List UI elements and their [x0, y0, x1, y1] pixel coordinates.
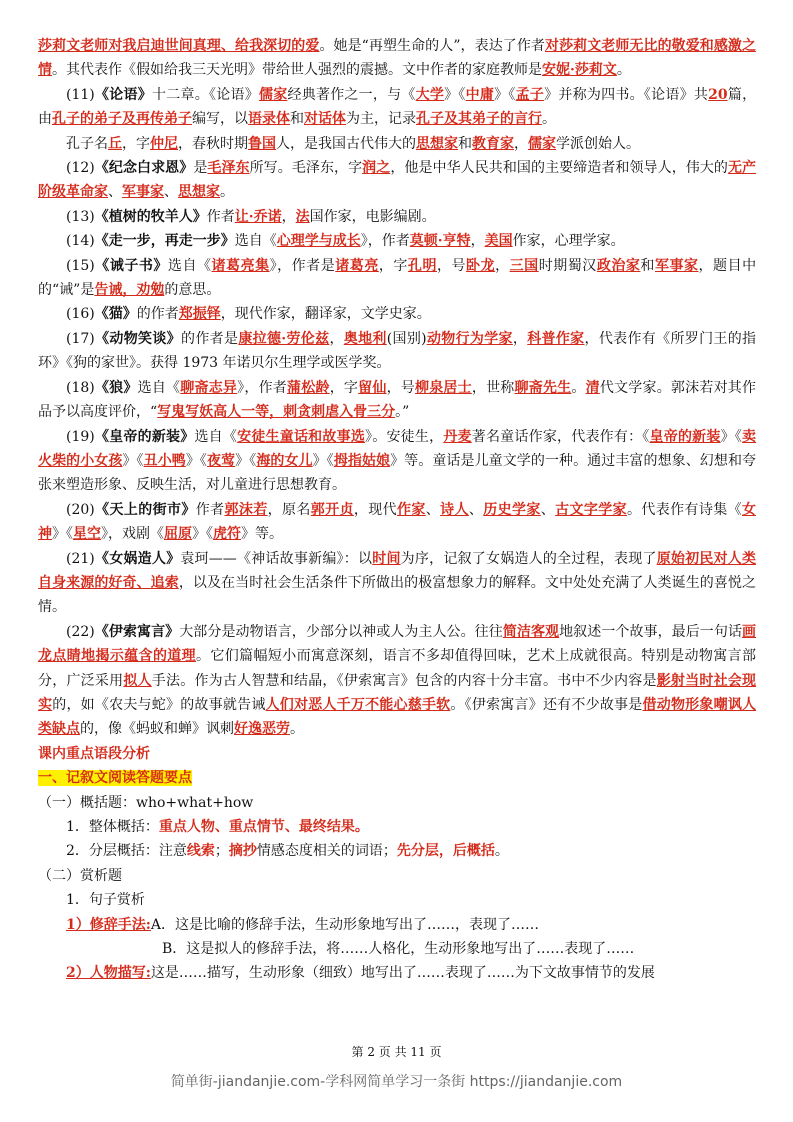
text-run: (19): [66, 428, 95, 445]
outline-line: [38, 791, 756, 815]
key-term: 好逸恶劳: [234, 721, 290, 738]
paragraph: [38, 156, 756, 205]
key-term: 孟子: [515, 86, 545, 103]
key-term: 莫顿·亨特: [409, 233, 471, 250]
text-run: 》《: [444, 86, 466, 103]
paragraph: [38, 425, 756, 498]
text-run: 》《: [312, 452, 334, 469]
key-term: 康拉德·劳伦兹: [238, 330, 330, 347]
key-term: 政治家: [596, 257, 641, 274]
key-term: 古文字学家: [555, 501, 627, 518]
text-run: 和: [290, 111, 304, 128]
key-term: 留仙: [358, 379, 387, 396]
key-term: 孔子的弟子及再传弟子: [52, 111, 192, 128]
key-term: 军事家: [654, 257, 699, 274]
text-run: 》，作者: [237, 379, 288, 396]
text-run: （一）概括题：who+what+how: [38, 794, 254, 811]
text-run: 》。安徒生，: [365, 428, 444, 445]
text-run: 是: [193, 160, 208, 177]
text-run: 选自《: [194, 428, 238, 445]
text-run: 所写。毛泽东，字: [249, 160, 363, 177]
text-run: 》等。: [241, 526, 283, 543]
key-term: 柳泉居士: [415, 379, 472, 396]
key-term: 皇帝的新装: [649, 428, 721, 445]
key-term: 丘: [108, 135, 122, 152]
text-run: 人，是我国古代伟大的: [276, 135, 416, 152]
text-run: (17): [66, 330, 95, 347]
outline-line: [38, 937, 756, 961]
text-run: 、: [468, 501, 484, 518]
outline-line: [38, 913, 756, 937]
work-title: 《天上的街市》: [94, 501, 196, 518]
work-title: 《猫》: [94, 306, 137, 323]
key-term: 让·乔诺: [234, 208, 282, 225]
text-run: 选自《: [167, 257, 212, 274]
text-run: 、: [108, 184, 122, 201]
text-run: ，号: [436, 257, 467, 274]
key-term: 动物行为学家: [426, 330, 513, 347]
text-run: ，号: [386, 379, 415, 396]
text-run: 的，如《农夫与蛇》的故事就告诫: [52, 696, 266, 713]
outline-line: [38, 888, 756, 912]
work-title: 《诫子书》: [94, 257, 168, 274]
text-run: 。: [494, 843, 509, 860]
key-term: 屈原: [164, 526, 192, 543]
text-run: ，现代: [353, 501, 397, 518]
paragraph: [38, 498, 756, 547]
text-run: ，春秋时期: [178, 135, 248, 152]
text-run: 作家，心理学家。: [512, 233, 625, 250]
paragraph: [38, 254, 756, 303]
key-term: 诗人: [440, 501, 469, 518]
text-run: 。《伊索寓言》还有不少故事是: [450, 696, 643, 713]
text-run: 。它们篇幅短小而寓意深刻，语言不多却值得回味，艺术上成就很高。特别是动物寓言部分，广泛采用: [38, 648, 757, 689]
text-run: 》《: [122, 452, 144, 469]
text-run: 》《: [192, 526, 213, 543]
key-term: 郭沫若: [224, 501, 268, 518]
text-run: 。: [220, 184, 234, 201]
text-run: ；: [214, 843, 229, 860]
key-term: 聊斋志异: [180, 379, 238, 396]
text-run: 地叙述一个故事，最后一句话: [559, 623, 743, 640]
key-term: 夜莺: [207, 452, 236, 469]
key-term: 无产阶级革命家: [38, 160, 757, 201]
text-run: 1．句子赏析: [66, 892, 145, 909]
text-run: 的，像《蚂蚁和蝉》讽刺: [80, 721, 234, 738]
work-title: 《狼》: [94, 379, 138, 396]
text-run: 。其代表作《假如给我三天光明》带给世人强烈的震撼。文中作者的家庭教师是: [52, 62, 542, 79]
key-term: 清: [585, 379, 600, 396]
text-run: 经典著作之一，与《: [287, 86, 416, 103]
text-run: (15): [66, 257, 95, 274]
page-number: 第 2 页 共 11 页: [351, 1045, 442, 1059]
text-run: 的作者是: [181, 330, 239, 347]
text-run: 的意思。: [164, 282, 221, 299]
text-run: 手法。作为古人智慧和结晶，《伊索寓言》包含的内容十分丰富。书中不少内容是: [151, 672, 657, 689]
text-run: (16): [66, 306, 95, 323]
work-title: 《论语》: [94, 86, 152, 103]
text-run: B．这是拟人的修辞手法，将……人格化，生动形象地写出了……表现了……: [162, 941, 635, 958]
section-title: 课内重点语段分析: [38, 745, 150, 762]
text-run: 》《: [720, 428, 743, 445]
text-run: ，以及在当时社会生活条件下所做出的极富想象力的解释。文中处处充满了人类诞生的喜悦之情。: [38, 574, 757, 616]
key-term: 教育家: [472, 135, 514, 152]
text-run: A．这是比喻的修辞手法，生动形象地写出了……，表现了……: [150, 916, 540, 933]
literature-notes: [38, 34, 756, 742]
text-run: 》等。童话是儿童文学的一种。通过丰富的想象、幻想和夸张来塑造形象、反映生活，对儿童进行思想教育。: [38, 452, 757, 494]
key-term: 先分层，后概括: [396, 843, 495, 860]
outline-line: [38, 961, 756, 985]
sub-title: 一、记叙文阅读答题要点: [38, 770, 192, 787]
text-run: ，: [470, 233, 485, 250]
text-run: ，世称: [471, 379, 515, 396]
key-term: 孔子及其弟子的言行: [416, 111, 542, 128]
text-run: ，字: [122, 135, 150, 152]
key-term: 对话体: [304, 111, 346, 128]
text-run: 编写，以: [192, 111, 248, 128]
key-term: 郭开贞: [310, 501, 354, 518]
key-term: 聊斋先生: [514, 379, 572, 396]
text-run: ，字: [329, 379, 359, 396]
text-run: 选自《: [234, 233, 277, 250]
key-term: 影射当时社会现实: [38, 672, 757, 713]
text-run: (11): [66, 86, 95, 103]
document-body: [38, 34, 756, 986]
paragraph: [38, 547, 756, 620]
key-term: 大学: [415, 86, 445, 103]
key-term: 星空: [73, 526, 101, 543]
key-term: 女神: [38, 501, 756, 543]
key-term: 鲁国: [248, 135, 276, 152]
text-run: 情感态度相关的词语；: [256, 843, 397, 860]
paragraph: [38, 83, 756, 132]
key-term: 原始初民对人类自身来源的好奇、追索: [38, 550, 757, 591]
key-term: 告诫，劝勉: [94, 282, 165, 299]
key-term: 拟人: [123, 672, 152, 689]
answer-outline: [38, 791, 756, 986]
paragraph: [38, 229, 756, 253]
text-run: ，原名: [267, 501, 311, 518]
text-run: 》《: [494, 86, 516, 103]
key-term: 孔明: [407, 257, 437, 274]
key-term: 简洁客观: [502, 623, 560, 640]
text-run: (18): [66, 379, 95, 396]
text-run: 》《: [235, 452, 257, 469]
key-term: 安徒生童话和故事选: [237, 428, 366, 445]
text-run: 2．分层概括：注意: [66, 843, 187, 860]
paragraph: [38, 205, 756, 229]
text-run: (14): [66, 233, 95, 250]
text-run: 这是……描写，生动形象（细致）地写出了……表现了……为下文故事情节的发展: [150, 965, 655, 982]
text-run: ，: [512, 330, 528, 347]
key-term: 人们对恶人千万不能心慈手软: [265, 696, 451, 713]
key-term: 心理学与成长: [276, 233, 361, 250]
text-run: ，代表作有《所罗门王的指环》《狗的家世》。获得 1973 年诺贝尔生理学或医学奖。: [38, 330, 757, 372]
text-run: 1．整体概括：: [66, 819, 159, 835]
text-run: (13): [66, 208, 95, 225]
key-term: 丹麦: [443, 428, 472, 445]
key-term: 重点人物、重点情节、最终结果。: [158, 819, 369, 835]
key-term: 安妮·莎莉文: [542, 62, 617, 79]
text-run: 》，作者是: [269, 257, 336, 274]
key-term: 卧龙: [466, 257, 496, 274]
work-title: 《动物笑谈》: [94, 330, 182, 347]
work-title: 《纪念白求恩》: [94, 160, 194, 177]
key-term: 润之: [362, 160, 391, 177]
key-term: 思想家: [178, 184, 220, 201]
key-term: 郑振铎: [178, 306, 221, 323]
text-run: 袁珂——《神话故事新编》：以: [180, 550, 373, 567]
key-term: 仲尼: [150, 135, 178, 152]
outline-line: [38, 839, 756, 863]
text-run: 。: [616, 62, 631, 79]
paragraph: [38, 34, 756, 83]
text-run: 、: [164, 184, 178, 201]
text-run: 。她是“再塑生命的人”，表达了作者: [319, 38, 545, 54]
paragraph: [38, 620, 756, 742]
key-term: 军事家: [122, 184, 164, 201]
work-title: 《伊索寓言》: [94, 623, 180, 640]
key-term: 儒家: [528, 135, 556, 152]
key-term: 作家: [397, 501, 426, 518]
key-term: 画龙点睛地揭示蕴含的道理: [38, 623, 757, 665]
key-term: 历史学家: [483, 501, 541, 518]
text-run: 。代表作有诗集《: [627, 501, 742, 518]
text-run: 为序，记叙了女娲造人的全过程，表现了: [400, 550, 657, 567]
key-term: 写鬼写妖高人一等，刺贪刺虐入骨三分: [157, 404, 396, 421]
outline-line: [38, 864, 756, 888]
key-term: 蒲松龄: [287, 379, 330, 396]
key-term: 丑小鸭: [143, 452, 186, 469]
key-term: 美国: [484, 233, 513, 250]
key-term: 思想家: [416, 135, 458, 152]
text-run: (国别): [386, 330, 427, 347]
key-term: 对莎莉文老师无比的敬爱和感激之情: [38, 38, 757, 79]
key-term: 线索: [186, 843, 215, 860]
text-run: 》《: [185, 452, 208, 469]
text-run: ，: [281, 208, 296, 225]
text-run: 选自《: [137, 379, 181, 396]
paragraph: [38, 376, 756, 425]
text-run: 大部分是动物语言，少部分以神或人为主人公。往往: [179, 623, 503, 640]
text-run: 。: [290, 721, 304, 738]
text-run: 和: [640, 257, 655, 274]
key-term: 卖火柴的小女孩: [38, 428, 757, 469]
key-term: 诸葛亮集: [211, 257, 270, 274]
text-run: 十二章。《论语》: [151, 86, 259, 103]
key-term: 拇指姑娘: [333, 452, 391, 469]
work-title: 《走一步，再走一步》: [94, 233, 235, 250]
text-run: 作者: [195, 501, 225, 518]
text-run: 篇，由: [38, 86, 757, 128]
text-run: ，字: [378, 257, 408, 274]
key-term: 法: [295, 208, 310, 225]
key-term: 奥地利: [343, 330, 387, 347]
key-term: 科普作家: [527, 330, 585, 347]
key-term: 海的女儿: [256, 452, 313, 469]
text-run: ，: [329, 330, 344, 347]
key-term: 中庸: [465, 86, 495, 103]
text-run: (12): [66, 160, 95, 177]
text-run: （二）赏析题: [38, 867, 122, 884]
site-watermark: 简单街-jiandanjie.com-学科网简单学习一条街 https://jiandanjie.com: [170, 1074, 623, 1090]
key-term: 三国: [509, 257, 539, 274]
text-run: 时期蜀汉: [538, 257, 597, 274]
text-run: 、: [425, 501, 441, 518]
text-run: 国作家，电影编剧。: [309, 208, 436, 225]
text-run: (20): [66, 501, 95, 518]
key-term: 儒家: [258, 86, 288, 103]
text-run: (22): [66, 623, 95, 640]
text-run: ，题目中的“诫”是: [38, 257, 757, 299]
text-run: 、: [540, 501, 556, 518]
key-term: 2）人物描写:: [66, 965, 151, 982]
text-run: ，现代作家，翻译家，文学史家。: [220, 306, 431, 323]
key-term: 时间: [372, 550, 401, 567]
work-title: 《植树的牧羊人》: [94, 208, 207, 225]
key-term: 20: [708, 86, 728, 103]
text-run: ，: [495, 257, 510, 274]
key-term: 语录体: [248, 111, 290, 128]
text-run: 。: [571, 379, 586, 396]
text-run: ，他是中华人民共和国的主要缔造者和领导人，伟大的: [390, 160, 728, 177]
text-run: 孔子名: [66, 135, 108, 152]
key-term: 虎符: [213, 526, 241, 543]
paragraph: [38, 132, 756, 156]
outline-line: [38, 815, 756, 839]
text-run: (21): [66, 550, 95, 567]
text-run: 》并称为四书。《论语》共: [544, 86, 709, 103]
key-term: 摘抄: [228, 843, 257, 860]
text-run: 和: [458, 135, 472, 152]
text-run: 为主，记录: [346, 111, 416, 128]
text-run: 》，作者: [360, 233, 410, 250]
text-run: 著名童话作家，代表作有：《: [471, 428, 650, 445]
text-run: ，: [514, 135, 528, 152]
text-run: 。”: [395, 404, 410, 421]
key-term: 借动物形象嘲讽人类缺点: [38, 696, 757, 738]
paragraph: [38, 327, 756, 376]
key-term: 毛泽东: [207, 160, 250, 177]
work-title: 《皇帝的新装》: [94, 428, 195, 445]
key-term: 1）修辞手法:: [66, 916, 151, 933]
text-run: 》，戏剧《: [101, 526, 164, 543]
text-run: 。: [542, 111, 556, 128]
text-run: 》《: [52, 526, 73, 543]
text-run: 学派创始人。: [556, 135, 640, 152]
paragraph: [38, 302, 756, 326]
key-term: 莎莉文老师对我启迪世间真理、给我深切的爱: [38, 38, 320, 54]
work-title: 《女娲造人》: [94, 550, 181, 567]
text-run: 作者: [206, 208, 235, 225]
text-run: 代文学家。郭沫若对其作品予以高度评价，“: [38, 379, 757, 421]
text-run: 的作者: [136, 306, 179, 323]
key-term: 诸葛亮: [335, 257, 379, 274]
